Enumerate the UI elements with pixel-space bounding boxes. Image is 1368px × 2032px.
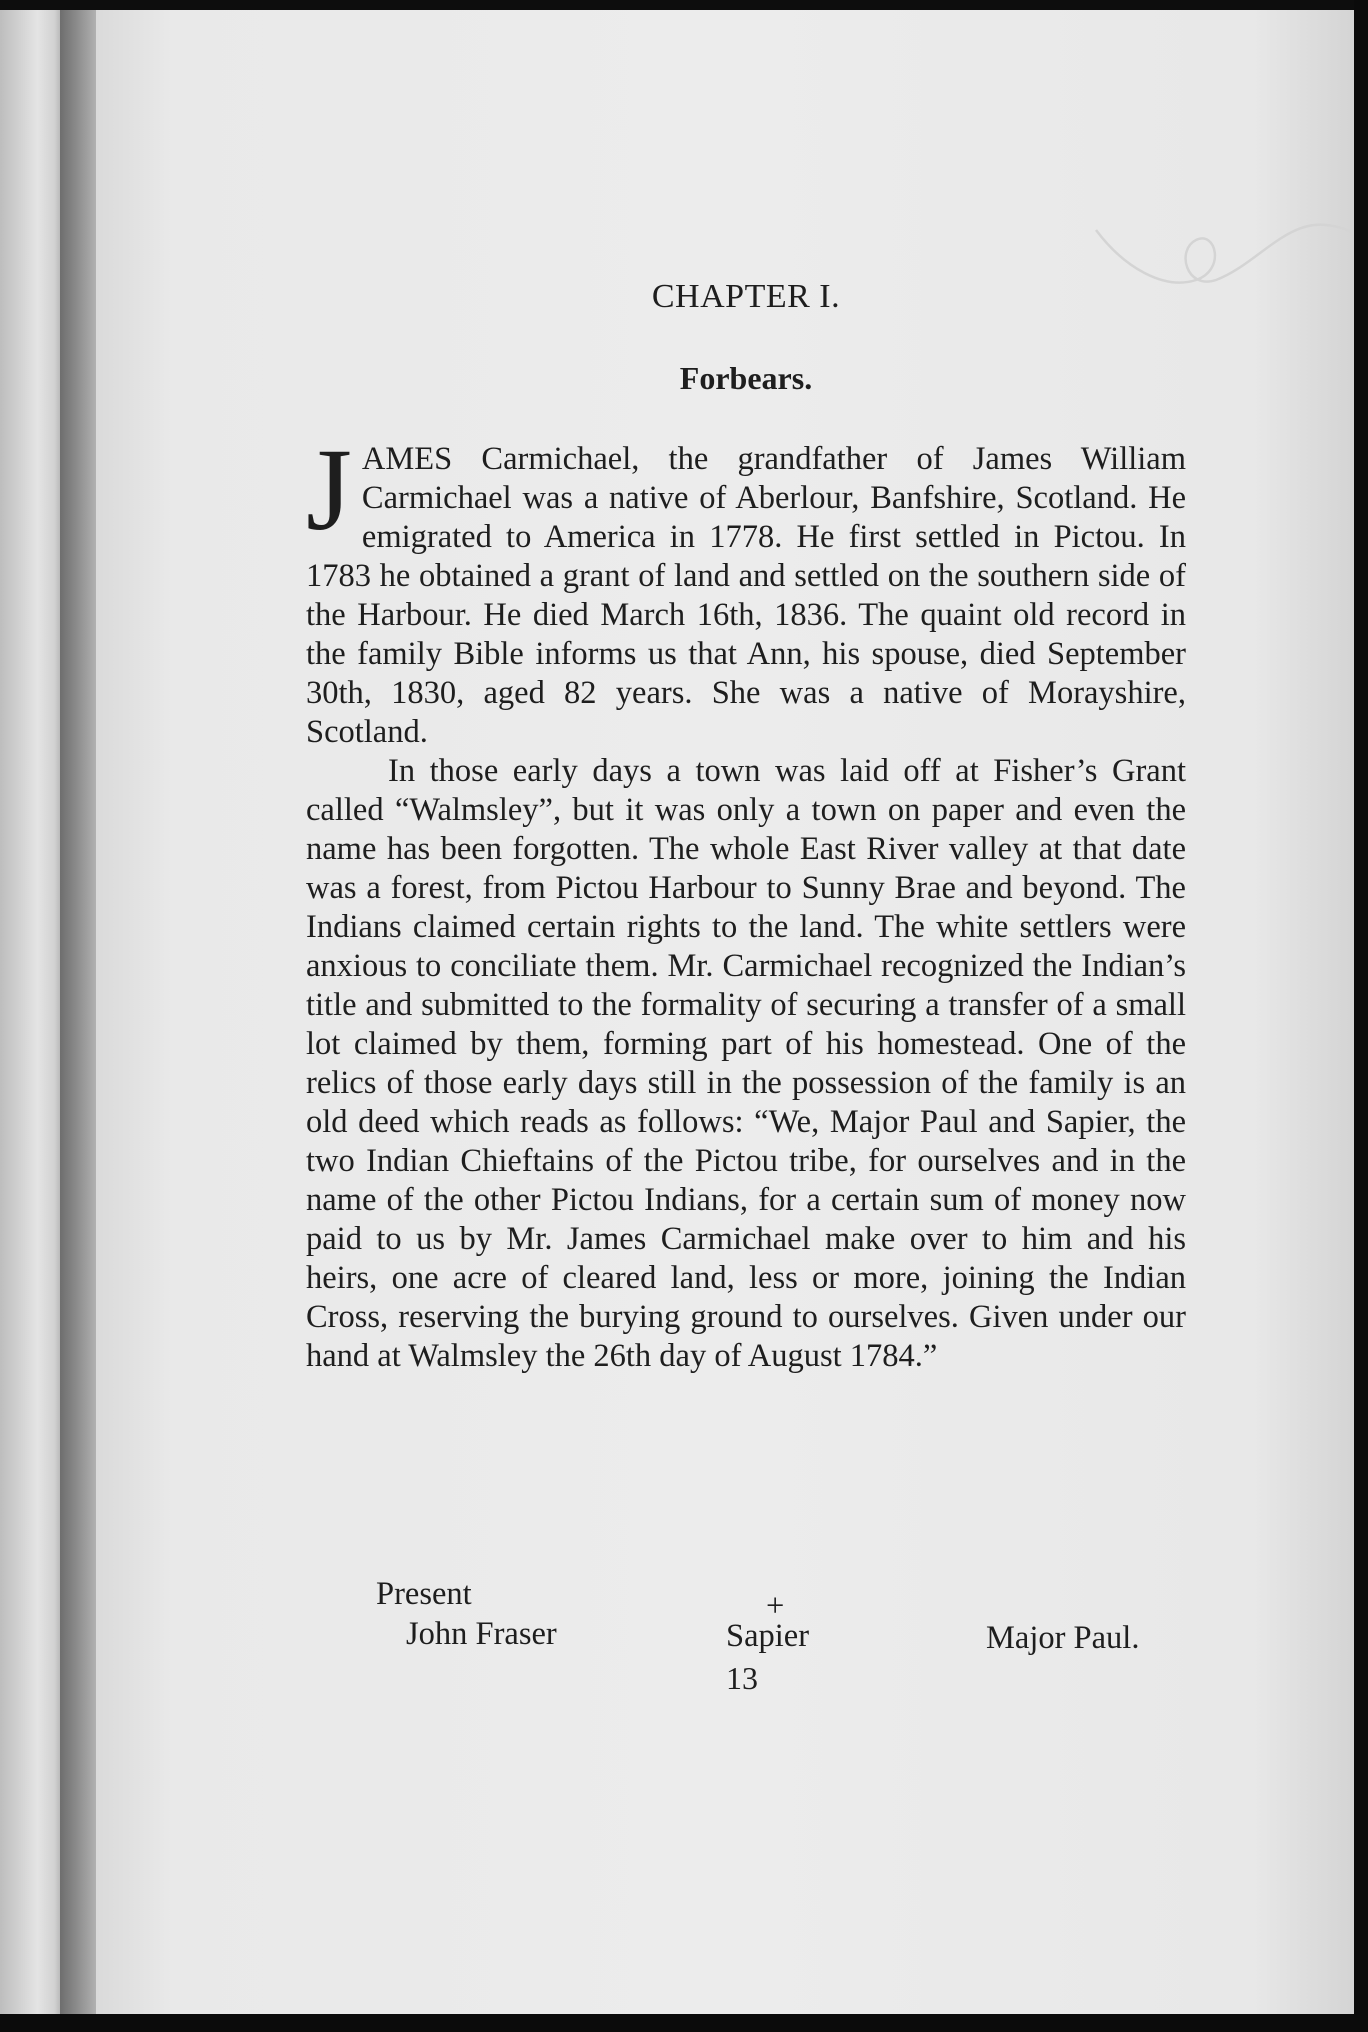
page-number: 13 <box>726 1660 758 1696</box>
section-heading: Forbears. <box>679 360 813 396</box>
signer-major-paul: Major Paul. <box>986 1620 1140 1656</box>
scan-right-border <box>1354 0 1368 2032</box>
present-label: Present <box>376 1576 472 1612</box>
body-text <box>306 424 1186 1376</box>
paragraph-2: In those early days a town was laid off at Fisher’s Grant called “Walmsley”, but it was only a town on paper and even the name has been forgotten. The whole East River valley at that date was a forest, from Pictou Harbour to Sunny Brae and beyond. The Indians claimed certain rights to the land. The white settlers were anxious to conciliate them. Mr. Carmichael recognized the Indian’s title and submitted to the formality of securing a transfer of a small lot claimed by them, forming part of his homestead. One of the relics of those early days still in the possession of the family is an old deed which reads as follows: “We, Major Paul and Sapier, the two Indian Chieftains of the Pictou tribe, for ourselves and in the name of the other Pictou Indians, for a certain sum of money now paid to us by Mr. James Carmichael make over to him and his heirs, one acre of cleared land, less or more, joining the Indian Cross, reserving the burying ground to ourselves. Given under our hand at Walmsley the 26th day of August 1784.” <box>306 753 1186 1374</box>
paragraph-1-text: AMES Carmichael, the grandfather of James William Carmichael was a native of Aberlour, Banfshire, Scotland. He emigrated to America in 1778. He first settled in Pictou. In 1783 he obtained a grant of land and settled on the southern side of the Harbour. He died March 16th, 1836. The quaint old record in the family Bible informs us that Ann, his spouse, died September 30th, 1830, aged 82 years. She was a native of Morayshire, Scotland. <box>306 441 1186 750</box>
paragraph-1 <box>306 424 1186 752</box>
scan-bottom-border <box>0 2014 1368 2032</box>
signature-mark: + <box>766 1588 785 1624</box>
book-page <box>96 10 1354 2015</box>
chapter-heading: CHAPTER I. <box>651 278 841 315</box>
left-page-edge <box>0 10 68 2015</box>
book-gutter <box>60 10 100 2015</box>
witness-name: John Fraser <box>406 1616 557 1652</box>
drop-cap: J <box>306 424 352 555</box>
signer-sapier: Sapier <box>726 1618 810 1654</box>
